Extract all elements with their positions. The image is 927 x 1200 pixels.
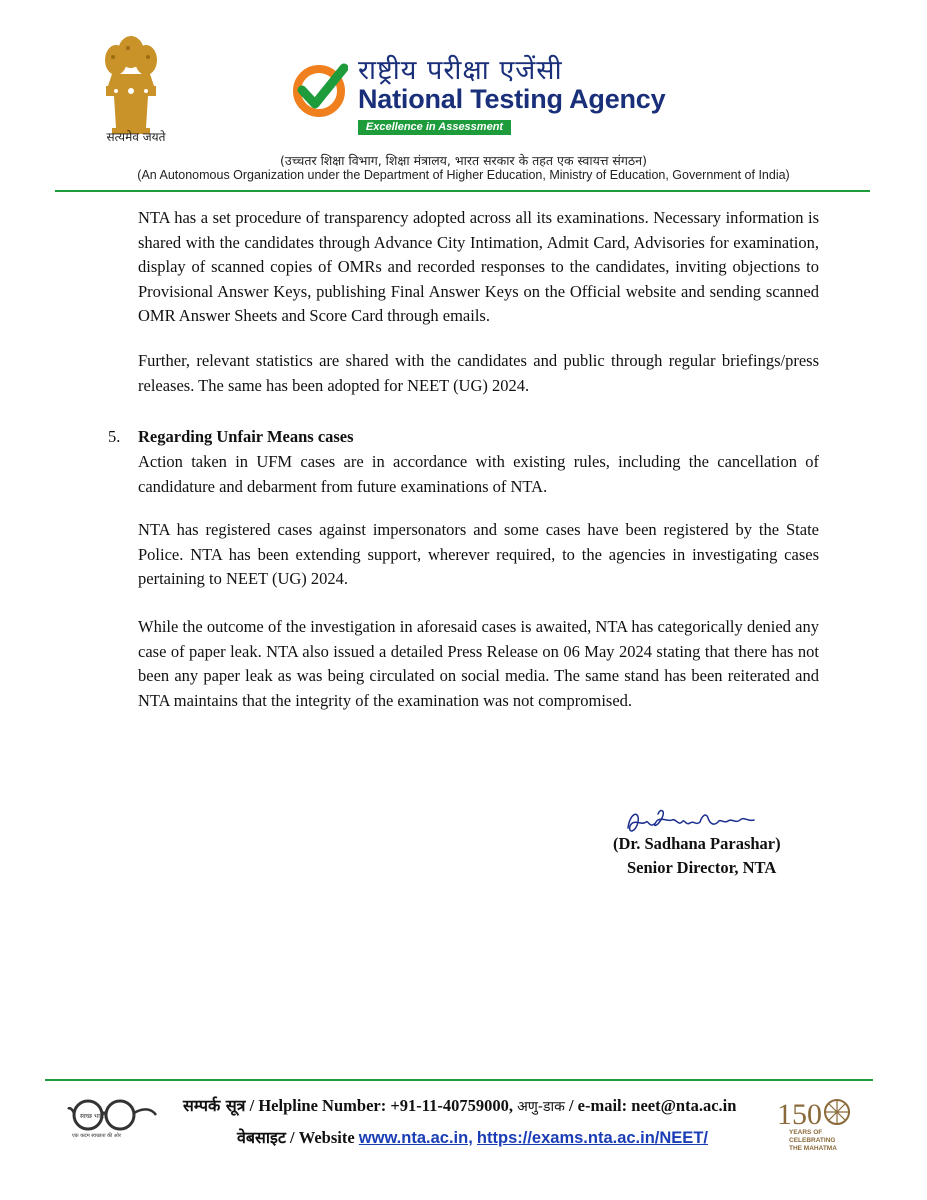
letterhead xyxy=(0,0,927,200)
emblem-motto: सत्यमेव जयते xyxy=(106,130,166,144)
signatory-name: (Dr. Sadhana Parashar) xyxy=(613,834,781,853)
helpline-text: / Helpline Number: +91-11-40759000, xyxy=(245,1096,518,1115)
mahatma-150-logo-icon xyxy=(775,1090,865,1154)
website-label: / Website xyxy=(285,1128,359,1147)
signatory-title: Senior Director, NTA xyxy=(627,858,777,877)
item-number: 5. xyxy=(108,427,121,446)
mahatma-text-3: THE MAHATMA xyxy=(789,1145,837,1152)
item-heading: Regarding Unfair Means cases xyxy=(138,427,354,446)
email-text: / e-mail: neet@nta.ac.in xyxy=(564,1096,737,1115)
swachh-text: स्वच्छ भारत xyxy=(80,1113,106,1120)
contact-hindi: सम्पर्क सूत्र xyxy=(183,1096,246,1115)
neet-website-link[interactable]: https://exams.nta.ac.in/NEET/ xyxy=(476,1129,708,1147)
paragraph-transparency: NTA has a set procedure of transparency adopted across all its examinations. Necessary information is shared with the candidates through Advance City Intimation, Admit Card, Advisories for examination, display of scanned copies of OMRs and recorded responses to the candidates, inviting objections to Provisional Answer Keys, publishing Final Answer Keys on the Official website and sending scanned OMR Answer Sheets and Score Card through emails. xyxy=(138,208,819,326)
subtitle-hindi: (उच्चतर शिक्षा विभाग, शिक्षा मंत्रालय, भारत सरकार के तहत एक स्वायत्त संगठन) xyxy=(279,153,647,168)
header-divider xyxy=(55,190,870,192)
subtitle-english: (An Autonomous Organization under the Department of Higher Education, Ministry of Education, Government of India) xyxy=(137,168,790,182)
email-hindi: अणु-डाक xyxy=(517,1099,565,1115)
org-name-english: National Testing Agency xyxy=(358,84,666,114)
paragraph-paper-leak: While the outcome of the investigation in aforesaid cases is awaited, NTA has categorically denied any case of paper leak. NTA also issued a detailed Press Release on 06 May 2024 stating that there has not been any paper leak as was being circulated on social media. The same stand has been reiterated and NTA maintains that the integrity of the examination was not compromised. xyxy=(138,617,819,710)
nta-logo-icon xyxy=(290,60,348,118)
swachh-sub: एक कदम स्वच्छता की ओर xyxy=(72,1133,121,1139)
paragraph-ufm-action: Action taken in UFM cases are in accordance with existing rules, including the cancellation of candidature and debarment from future examinations of NTA. xyxy=(138,452,819,496)
tagline: Excellence in Assessment xyxy=(358,120,511,135)
org-name-hindi: राष्ट्रीय परीक्षा एजेंसी xyxy=(358,55,563,86)
footer-website-line xyxy=(237,1126,708,1148)
swachh-bharat-logo-icon xyxy=(66,1093,160,1141)
footer-contact-line xyxy=(183,1094,736,1116)
nta-website-link[interactable]: www.nta.ac.in, xyxy=(358,1129,473,1147)
paragraph-statistics: Further, relevant statistics are shared with the candidates and public through regular briefings/press releases. The same has been adopted for NEET (UG) 2024. xyxy=(138,351,819,395)
website-hindi: वेबसाइट xyxy=(237,1128,286,1147)
mahatma-text-1: YEARS OF xyxy=(789,1129,823,1136)
mahatma-years: 150 xyxy=(777,1098,822,1131)
mahatma-text-2: CELEBRATING xyxy=(789,1137,836,1144)
footer-divider xyxy=(45,1079,873,1081)
paragraph-registered-cases: NTA has registered cases against impersonators and some cases have been registered by the State Police. NTA has been extending support, wherever required, to the agencies in investigating cases pertaining to NEET (UG) 2024. xyxy=(138,520,819,589)
